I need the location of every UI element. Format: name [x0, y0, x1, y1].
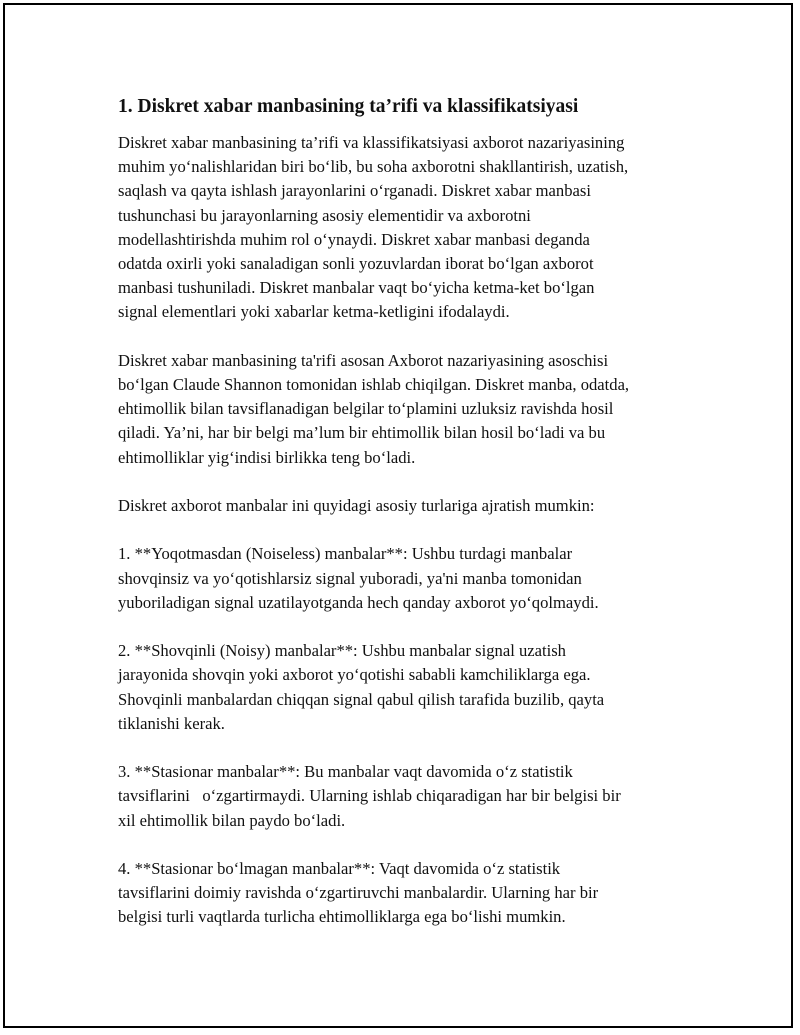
text-line: ehtimolliklar yig‘indisi birlikka teng bo‘ladi.: [118, 447, 416, 467]
list-item-noiseless: [118, 542, 698, 615]
text-line: signal elementlari yoki xabarlar ketma-ketligini ifodalaydi.: [118, 302, 510, 322]
document-body: [118, 94, 698, 954]
text-line: 2. **Shovqinli (Noisy) manbalar**: Ushbu manbalar signal uzatish: [118, 641, 566, 661]
paragraph-shannon: [118, 349, 698, 470]
text-line: belgisi turli vaqtlarda turlicha ehtimolliklarga ega bo‘lishi mumkin.: [118, 907, 566, 927]
text-line: 3. **Stasionar manbalar**: Bu manbalar vaqt davomida o‘z statistik: [118, 762, 573, 782]
text-line: jarayonida shovqin yoki axborot yo‘qotishi sababli kamchiliklarga ega.: [118, 665, 591, 685]
paragraph-types-intro: [118, 494, 698, 518]
text-line: tavsiflarini doimiy ravishda o‘zgartiruvchi manbalardir. Ularning har bir: [118, 883, 599, 903]
text-line: Shovqinli manbalardan chiqqan signal qabul qilish tarafida buzilib, qayta: [118, 689, 605, 709]
text-line: muhim yo‘nalishlaridan biri bo‘lib, bu soha axborotni shakllantirish, uzatish,: [118, 157, 629, 177]
text-line: ehtimollik bilan tavsiflanadigan belgilar to‘plamini uzluksiz ravishda hosil: [118, 399, 614, 419]
text-line: odatda oxirli yoki sanaladigan sonli yozuvlardan iborat bo‘lgan axborot: [118, 254, 594, 274]
text-line: manbasi tushuniladi. Diskret manbalar vaqt bo‘yicha ketma-ket bo‘lgan: [118, 278, 595, 298]
text-line: Diskret xabar manbasining ta'rifi asosan Axborot nazariyasining asoschisi: [118, 350, 609, 370]
text-line: 4. **Stasionar bo‘lmagan manbalar**: Vaqt davomida o‘z statistik: [118, 859, 561, 878]
text-line: tiklanishi kerak.: [118, 713, 225, 733]
text-line: Diskret xabar manbasining ta’rifi va klassifikatsiyasi axborot nazariyasining: [118, 133, 625, 152]
text-line: bo‘lgan Claude Shannon tomonidan ishlab chiqilgan. Diskret manba, odatda,: [118, 375, 630, 395]
paragraph-definition: [118, 131, 698, 325]
list-item-non-stationary: [118, 857, 698, 930]
list-item-noisy: [118, 639, 698, 736]
text-line: saqlash va qayta ishlash jarayonlarini o‘rganadi. Diskret xabar manbasi: [118, 181, 591, 201]
text-line: xil ehtimollik bilan paydo bo‘ladi.: [118, 810, 346, 830]
text-line: Diskret axborot manbalar ini quyidagi asosiy turlariga ajratish mumkin:: [118, 496, 595, 516]
text-line: 1. **Yoqotmasdan (Noiseless) manbalar**: Ushbu turdagi manbalar: [118, 544, 573, 564]
text-line: yuboriladigan signal uzatilayotganda hech qanday axborot yo‘qolmaydi.: [118, 592, 599, 612]
text-line: modellashtirishda muhim rol o‘ynaydi. Diskret xabar manbasi deganda: [118, 229, 590, 249]
list-item-stationary: [118, 760, 698, 833]
text-line: tavsiflarini o‘zgartirmaydi. Ularning ishlab chiqaradigan har bir belgisi bir: [118, 786, 621, 806]
text-line: qiladi. Ya’ni, har bir belgi ma’lum bir ehtimollik bilan hosil bo‘ladi va bu: [118, 423, 606, 443]
text-line: shovqinsiz va yo‘qotishlarsiz signal yuboradi, ya'ni manba tomonidan: [118, 568, 582, 588]
text-line: tushunchasi bu jarayonlarning asosiy elementidir va axborotni: [118, 205, 531, 225]
section-heading: 1. Diskret xabar manbasining ta’rifi va klassifikatsiyasi: [118, 96, 579, 117]
